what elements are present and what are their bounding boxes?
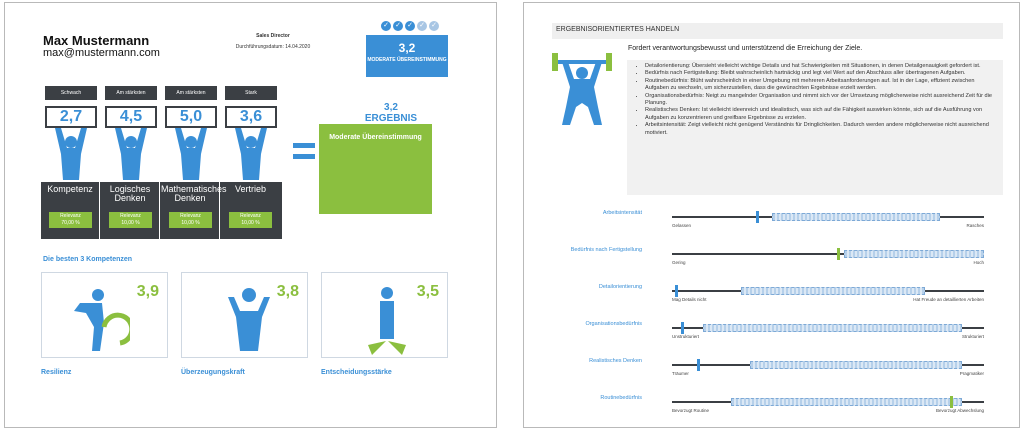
overall-score-value: 3,2 xyxy=(398,41,416,55)
result-box-text: Moderate Übereinstimmung xyxy=(329,134,422,141)
card-score: 3,9 xyxy=(136,283,159,300)
scale-low-label: Gering xyxy=(672,260,686,265)
relevance-label: Relevanz xyxy=(240,213,261,219)
scale-low-label: Träumer xyxy=(672,371,689,376)
relevance-badge xyxy=(109,212,152,228)
column-score: 3,6 xyxy=(225,106,277,128)
result-value: 3,2 xyxy=(384,102,398,113)
person-lifting-icon xyxy=(165,128,217,180)
report-page-left xyxy=(4,2,497,428)
equals-sign-icon xyxy=(293,143,315,165)
scale-track xyxy=(672,364,984,366)
column-rating-header: Stark xyxy=(225,86,277,100)
score-marker xyxy=(950,396,953,408)
relevance-value: 10,00 % xyxy=(181,220,200,226)
relevance-value: 10,00 % xyxy=(241,220,260,226)
competency-name: Logisches Denken xyxy=(109,184,151,203)
competency-column xyxy=(45,86,97,185)
scale-low-label: Unstrukturiert xyxy=(672,334,700,339)
persuasion-figure-icon xyxy=(224,283,274,353)
column-score: 5,0 xyxy=(165,106,217,128)
scale-track xyxy=(672,216,984,218)
score-marker xyxy=(837,248,840,260)
top-competency-card xyxy=(41,272,168,358)
overall-score-box xyxy=(366,35,448,77)
assessment-date: Durchführungsdatum: 14.04.2020 xyxy=(235,44,311,50)
target-range-band xyxy=(731,398,962,406)
score-marker xyxy=(681,322,684,334)
scale-low-label: Gelassen xyxy=(672,223,692,228)
competency-panel xyxy=(41,182,282,239)
score-marker xyxy=(756,211,759,223)
bullet-list xyxy=(627,60,1003,195)
person-lifting-icon xyxy=(105,128,157,180)
competency-cell xyxy=(101,182,160,239)
check-icon: ✓ xyxy=(417,21,427,31)
competency-name: Mathematisches Denken xyxy=(161,184,227,203)
scale-track xyxy=(672,290,984,292)
report-page-right xyxy=(523,2,1020,428)
person-lifting-icon xyxy=(225,128,277,180)
check-icon: ✓ xyxy=(381,21,391,31)
top-competency-card xyxy=(321,272,448,358)
scale-label: Realistisches Denken xyxy=(589,358,642,364)
column-rating-header: Am stärksten xyxy=(105,86,157,100)
result-label: ERGEBNIS xyxy=(364,113,418,124)
weightlifter-icon xyxy=(552,47,612,127)
target-range-band xyxy=(741,287,925,295)
relevance-badge xyxy=(169,212,212,228)
scale-high-label: Hat Freude an detaillierten Arbeiten xyxy=(913,297,984,302)
score-marker xyxy=(697,359,700,371)
card-score: 3,8 xyxy=(276,283,299,300)
card-label: Resilienz xyxy=(41,369,72,376)
overall-score-label: MODERATE ÜBEREINSTIMMUNG xyxy=(367,57,447,63)
competency-column xyxy=(165,86,217,185)
relevance-label: Relevanz xyxy=(180,213,201,219)
competency-column xyxy=(105,86,157,185)
relevance-label: Relevanz xyxy=(60,213,81,219)
scale-high-label: Pragmatiker xyxy=(959,371,984,376)
list-item: • Arbeitsintensität: Zeigt vielleicht nicht genügend Verständnis für Dringlichkeiten. Dadurch werden andere möglicherweise nicht ausreichend motiviert. xyxy=(645,122,999,137)
job-role: Sales Director xyxy=(256,33,290,39)
scale-low-label: Bevorzugt Routine xyxy=(672,408,710,413)
relevance-value: 10,00 % xyxy=(121,220,140,226)
list-item: • Realistisches Denken: Ist vielleicht ideenreich und idealistisch, was sich auf die Fähigkeit auswirken könnte, sich auf die Ausführung von Aufgaben zu konzentrieren und greifbare Ergebnisse zu erzielen. xyxy=(645,107,999,122)
scale-label: Routinebedürfnis xyxy=(600,395,642,401)
column-score: 4,5 xyxy=(105,106,157,128)
list-item: • Organisationsbedürfnis: Neigt zu mangelnder Organisation und nimmt sich vor der Umsetzung möglicherweise nicht ausreichend Zeit für die Planung. xyxy=(645,93,999,108)
column-rating-header: Am stärksten xyxy=(165,86,217,100)
top-competency-card xyxy=(181,272,308,358)
target-range-band xyxy=(772,213,940,221)
column-score: 2,7 xyxy=(45,106,97,128)
top3-heading: Die besten 3 Kompetenzen xyxy=(43,256,133,263)
card-label: Entscheidungsstärke xyxy=(321,369,392,376)
relevance-badge xyxy=(49,212,92,228)
target-range-band xyxy=(750,361,962,369)
candidate-name: Max Mustermann xyxy=(43,33,150,48)
scale-high-label: Hoch xyxy=(973,260,984,265)
competency-column xyxy=(225,86,277,185)
scale-track xyxy=(672,327,984,329)
list-item: • Bedürfnis nach Fertigstellung: Bleibt wahrscheinlich hartnäckig und legt viel Wert auf den Abschluss aller übertragenen Aufgaben. xyxy=(645,70,999,77)
list-item: • Routinebedürfnis: Blüht wahrscheinlich in einer Umgebung mit mehreren Arbeitsanforderungen auf. Ist in der Lage, effizient zwischen Aufgaben zu wechseln, um sicherzustellen, dass die gewünschten Ergebnisse erzielt werden. xyxy=(645,78,999,93)
competency-name: Vertrieb xyxy=(234,184,267,194)
check-icon: ✓ xyxy=(429,21,439,31)
rating-checks xyxy=(381,21,439,31)
scale-label: Detailorientierung xyxy=(598,284,642,290)
relevance-badge xyxy=(229,212,272,228)
column-rating-header: Schwach xyxy=(45,86,97,100)
competency-cell xyxy=(161,182,227,239)
scale-label: Bedürfnis nach Fertigstellung xyxy=(570,247,642,253)
resilience-figure-icon xyxy=(60,283,130,353)
list-item: • Detailorientierung: Übersieht vielleicht wichtige Details und hat Schwierigkeiten mit Situationen, in denen Detailgenauigkeit gefordert ist. xyxy=(645,63,999,70)
score-marker xyxy=(675,285,678,297)
competency-name: Kompetenz xyxy=(47,184,93,194)
decision-figure-icon xyxy=(362,283,412,357)
scale-high-label: Bevorzugt Abwechslung xyxy=(935,408,984,413)
check-icon: ✓ xyxy=(405,21,415,31)
scale-track xyxy=(672,401,984,403)
check-icon: ✓ xyxy=(393,21,403,31)
target-range-band xyxy=(844,250,984,258)
section-header: ERGEBNISORIENTIERTES HANDELN xyxy=(552,23,1003,39)
result-box xyxy=(319,124,432,214)
scale-label: Arbeitsintensität xyxy=(602,210,642,216)
scale-track xyxy=(672,253,984,255)
competency-cell xyxy=(221,182,280,239)
competency-cell xyxy=(41,182,100,239)
card-score: 3,5 xyxy=(416,283,439,300)
candidate-email: max@mustermann.com xyxy=(43,47,160,59)
section-intro: Fordert verantwortungsbewusst und unterstützend die Erreichung der Ziele. xyxy=(628,45,863,52)
scale-high-label: Strukturiert xyxy=(961,334,984,339)
scale-label: Organisationsbedürfnis xyxy=(585,321,642,327)
target-range-band xyxy=(703,324,962,332)
card-label: Überzeugungskraft xyxy=(181,369,245,376)
relevance-value: 70,00 % xyxy=(61,220,80,226)
person-lifting-icon xyxy=(45,128,97,180)
scale-low-label: Mag Details nicht xyxy=(672,297,707,302)
relevance-label: Relevanz xyxy=(120,213,141,219)
scale-high-label: Rasches xyxy=(966,223,984,228)
